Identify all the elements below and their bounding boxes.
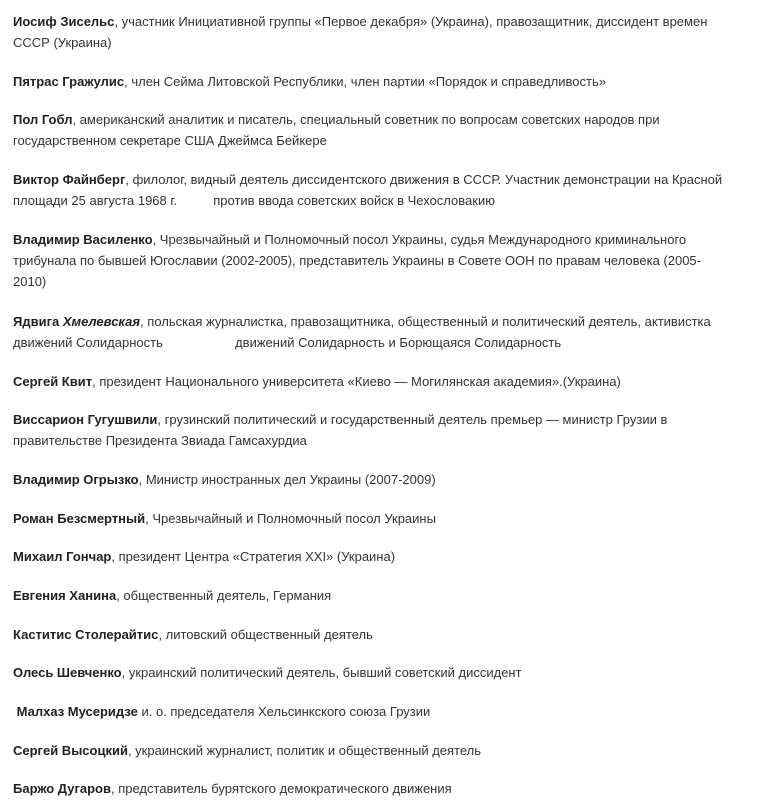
list-item: [13, 229, 733, 292]
entry-line: [13, 508, 733, 529]
list-item: [13, 624, 733, 645]
entry-line: [13, 740, 733, 761]
person-name: Малхаз Мусеридзе: [13, 704, 138, 719]
list-item: [13, 701, 733, 722]
entry-line: [13, 311, 733, 332]
list-item: [13, 11, 733, 53]
person-description: , филолог, видный деятель диссидентского движения в СССР. Участник демонстрации на Красной: [125, 172, 723, 187]
entry-line: [13, 546, 733, 567]
entry-line-continued: государственном секретаре США Джеймса Бейкере: [13, 133, 327, 148]
entry-line: [13, 109, 733, 130]
list-item: [13, 778, 733, 799]
person-description: , представитель бурятского демократического движения: [110, 781, 452, 796]
list-item: [13, 585, 733, 606]
entry-line: [13, 229, 733, 250]
entry-line: [13, 71, 733, 92]
entry-line-continued: СССР (Украина): [13, 35, 112, 50]
person-description: , член Сейма Литовской Республики, член партии «Порядок и справедливость»: [124, 74, 606, 89]
entry-line: [13, 371, 733, 392]
person-description: , Чрезвычайный и Полномочный посол Украины, судья Международного криминального: [152, 232, 687, 247]
person-name: Михаил Гончар: [13, 549, 112, 564]
entry-line: [13, 624, 733, 645]
entry-line: [13, 169, 733, 190]
list-item: [13, 740, 733, 761]
person-name-last: Хмелевская: [62, 314, 141, 329]
person-description: и. о. председателя Хельсинкского союза Грузии: [137, 704, 431, 719]
person-description: , президент Центра «Стратегия XXI» (Украина): [111, 549, 396, 564]
person-name: Олесь Шевченко: [13, 665, 122, 680]
person-description: , Министр иностранных дел Украины (2007-2009): [138, 472, 436, 487]
list-item: [13, 109, 733, 151]
entry-line-continued: правительстве Президента Звиада Гамсахурдиа: [13, 433, 307, 448]
person-name: Пятрас Гражулис: [13, 74, 125, 89]
entry-line: [13, 701, 733, 722]
person-name-first: Ядвига: [13, 314, 63, 329]
person-description: , Чрезвычайный и Полномочный посол Украины: [145, 511, 436, 526]
entry-line-continued: 2010): [13, 274, 47, 289]
entry-line-continued: движений Солидарность движений Солидарность и Борющаяся Солидарность: [13, 335, 562, 350]
entry-line: [13, 409, 733, 430]
person-name: Сергей Квит: [13, 374, 93, 389]
person-name: Баржо Дугаров: [13, 781, 111, 796]
person-description: , грузинский политический и государственный деятель премьер — министр Грузии в: [157, 412, 668, 427]
person-name: Пол Гобл: [13, 112, 73, 127]
person-name: Каститис Столерайтис: [13, 627, 159, 642]
person-description: , американский аналитик и писатель, специальный советник по вопросам советских народов при: [72, 112, 660, 127]
list-item: [13, 469, 733, 490]
list-item: [13, 311, 733, 353]
person-description: , участник Инициативной группы «Первое декабря» (Украина), правозащитник, диссидент времен: [114, 14, 708, 29]
entry-line: [13, 585, 733, 606]
list-item: [13, 546, 733, 567]
person-description: , литовский общественный деятель: [158, 627, 373, 642]
person-name: Роман Безсмертный: [13, 511, 146, 526]
entry-line-continued: трибунала по бывшей Югославии (2002-2005), представитель Украины в Совете ООН по правам человека (2005-: [13, 253, 701, 268]
person-name: Владимир Василенко: [13, 232, 153, 247]
person-name: Виссарион Гугушвили: [13, 412, 158, 427]
list-item: [13, 508, 733, 529]
list-item: [13, 409, 733, 451]
person-description: , общественный деятель, Германия: [116, 588, 332, 603]
entry-line: [13, 11, 733, 32]
person-name: Иосиф Зисельс: [13, 14, 115, 29]
person-description: , украинский политический деятель, бывший советский диссидент: [121, 665, 522, 680]
list-item: [13, 371, 733, 392]
entry-line: [13, 469, 733, 490]
list-item: [13, 169, 733, 211]
entry-line: [13, 662, 733, 683]
person-description: , польская журналистка, правозащитника, общественный и политический деятель, активистка: [140, 314, 711, 329]
person-name: Сергей Высоцкий: [13, 743, 128, 758]
person-name: Виктор Файнберг: [13, 172, 126, 187]
list-item: [13, 662, 733, 683]
entry-line: [13, 778, 733, 799]
person-name: Владимир Огрызко: [13, 472, 139, 487]
entry-line-continued: площади 25 августа 1968 г. против ввода советских войск в Чехословакию: [13, 193, 495, 208]
person-description: , украинский журналист, политик и общественный деятель: [127, 743, 482, 758]
person-name: Евгения Ханина: [13, 588, 117, 603]
list-item: [13, 71, 733, 92]
person-description: , президент Национального университета «Киево — Могилянская академия».(Украина): [92, 374, 621, 389]
